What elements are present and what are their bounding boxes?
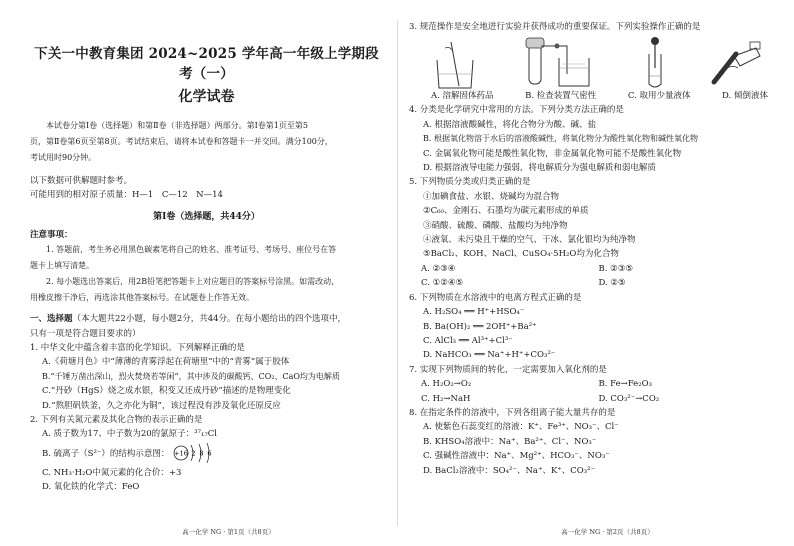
question-4: 4. 分类是化学研究中常用的方法。下列分类方法正确的是 (409, 105, 624, 116)
intro-block (30, 118, 383, 166)
note-line: 1. 答题前，考生务必用黑色碳素笔将自己的姓名、准考证号、考场号、座位号在答 (46, 245, 337, 255)
q5-option-d: D. ②⑤ (598, 278, 626, 289)
q7-options-row1 (409, 377, 776, 391)
intro-line: 页，第Ⅱ卷第6页至第8页。考试结束后，请将本试卷和答题卡一并交回。满分100分， (30, 137, 333, 146)
q5-options-row1 (409, 262, 776, 276)
q5-item-4: ④液氧、未污染且干燥的空气、干冰、氯化银均为纯净物 (423, 235, 636, 246)
sulfur-ion-structure-diagram (172, 442, 216, 464)
q4-option-a: A. 根据溶液酸碱性，将化合物分为酸、碱、盐 (423, 119, 597, 130)
nucleus-charge: +16 (174, 449, 188, 458)
q2-option-c: C. NH₃·H₂O中氮元素的化合价：+3 (42, 467, 182, 478)
question-7: 7. 实现下列物质间的转化，一定需要加入氧化剂的是 (409, 364, 607, 375)
q2-option-a: A. 质子数为17、中子数为20的氯原子：³⁷₁₇Cl (42, 429, 218, 440)
q4-option-c: C. 金属氧化物可能是酸性氧化物，非金属氧化物可能不是酸性氧化物 (423, 148, 682, 159)
part-heading-cont: 只有一项是符合题目要求的） (30, 328, 141, 339)
intro-line: 考试用时90分钟。 (30, 153, 97, 162)
q5-options-row2 (409, 276, 776, 290)
page-footer: 高一化学 NG · 第2页（共8页） (561, 528, 654, 536)
question-1: 1. 中华文化中蕴含着丰富的化学知识。下列解释正确的是 (30, 343, 245, 354)
q7-option-b: B. Fe→Fe₂O₃ (598, 379, 652, 390)
beaker-stirring-icon (431, 40, 479, 90)
exam-subtitle: 化学试卷 (178, 89, 235, 105)
q5-option-a: A. ②③④ (421, 263, 456, 274)
data-note: 以下数据可供解题时参考。 (30, 176, 133, 186)
question-5: 5. 下列物质分类或归类正确的是 (409, 177, 531, 188)
q8-option-d: D. BaCl₂溶液中：SO₄²⁻、Na⁺、K⁺、CO₃²⁻ (423, 465, 596, 476)
q6-option-c: C. AlCl₃ ══ Al³⁺+Cl³⁻ (423, 335, 513, 346)
q3-option-c: C. 取用少量液体 (627, 91, 691, 102)
notes-block (30, 242, 383, 306)
q1-option-b: B.“千锤万凿出深山，烈火焚烧若等闲”，其中涉及的碳酸钙、CO₂、CaO均为电解质 (42, 371, 340, 381)
q5-item-2: ②C₆₀、金刚石、石墨均为碳元素形成的单质 (423, 206, 589, 217)
q3-option-labels (409, 90, 776, 103)
airtightness-apparatus-icon (519, 36, 599, 90)
shell-1-electrons: 2 (191, 449, 196, 458)
question-8: 8. 在指定条件的溶液中，下列各组离子能大量共存的是 (409, 407, 616, 418)
dropper-testtube-icon (640, 36, 670, 90)
q5-option-c: C. ①②④⑤ (421, 278, 464, 289)
q2-option-b: B. 硫离子（S²⁻）的结构示意图： +16 2 8 6 (30, 442, 383, 466)
q5-item-5: ⑤BaCl₂、KOH、NaCl、CuSO₄·5H₂O均为化合物 (423, 249, 619, 260)
notes-title: 注意事项： (30, 229, 73, 240)
q1-option-c: C.“丹砂（HgS）烧之成水银，积变又还成丹砂”描述的是物理变化 (42, 386, 291, 397)
section-heading: 第Ⅰ卷（选择题，共44分） (153, 211, 260, 222)
q7-option-d: D. CO₃²⁻→CO₂ (598, 393, 660, 404)
question-2: 2. 下列有关氮元素及其化合物的表示正确的是 (30, 415, 203, 426)
q5-item-1: ①加碘食盐、水银、烧碱均为混合物 (423, 191, 560, 202)
page-footer: 高一化学 NG · 第1页（共8页） (182, 528, 275, 536)
q7-options-row2 (409, 392, 776, 406)
q8-option-c: C. 强碱性溶液中：Na⁺、Mg²⁺、HCO₃⁻、NO₃⁻ (423, 451, 610, 462)
q2-option-d: D. 氧化铁的化学式：FeO (42, 482, 140, 493)
q3-illustrations (409, 36, 776, 90)
part-heading: 一、选择题（本大题共22小题，每小题2分，共44分。在每小题给出的四个选项中， (30, 314, 347, 325)
q8-option-b: B. KHSO₄溶液中：Na⁺、Ba²⁺、Cl⁻、NO₃⁻ (423, 436, 597, 447)
q6-option-d: D. NaHCO₃ ══ Na⁺+H⁺+CO₃²⁻ (423, 350, 556, 361)
q6-option-a: A. H₂SO₄ ══ H⁺+HSO₄⁻ (423, 307, 525, 318)
note-line: 题卡上填写清楚。 (30, 261, 94, 271)
q8-option-a: A. 使紫色石蕊变红的溶液：K⁺、Fe³⁺、NO₃⁻、Cl⁻ (423, 422, 619, 433)
right-page (397, 0, 794, 546)
q3-option-a: A. 溶解固体药品 (431, 91, 494, 102)
q7-option-c: C. H₂→NaH (421, 393, 471, 404)
q4-option-b: B. 根据氧化物溶于水后的溶液酸碱性，将氧化物分为酸性氧化物和碱性氧化物 (423, 134, 698, 144)
q6-option-b: B. Ba(OH)₂ ══ 2OH⁺+Ba²⁺ (423, 321, 537, 332)
q4-option-d: D. 根据溶液导电能力强弱，将电解质分为强电解质和弱电解质 (423, 163, 656, 174)
exam-title: 下关一中教育集团 2024~2025 学年高一年级上学期段考（一） (34, 46, 379, 82)
pouring-liquid-icon (710, 40, 766, 90)
intro-line: 本试卷分第Ⅰ卷（选择题）和第Ⅱ卷（非选择题）两部分。第Ⅰ卷第1页至第5 (46, 121, 308, 130)
q7-option-a: A. H₂O₂→O₂ (421, 379, 472, 390)
note-line: 2. 每小题选出答案后，用2B铅笔把答题卡上对应题目的答案标号涂黑。如需改动， (46, 277, 340, 287)
q3-option-d: D. 倾倒液体 (722, 91, 768, 102)
q5-item-3: ③硝酸、硫酸、磷酸、盐酸均为纯净物 (423, 220, 568, 231)
q1-option-d: D.“熬胆矾铁釜，久之亦化为铜”，该过程没有涉及氧化还原反应 (42, 400, 281, 411)
q1-option-a: A.《荷塘月色》中“薄薄的青雾浮起在荷塘里”中的“青雾”属于胶体 (42, 357, 290, 368)
question-6: 6. 下列物质在水溶液中的电离方程式正确的是 (409, 292, 582, 303)
q3-option-b: B. 检查装置气密性 (525, 91, 597, 102)
note-line: 用橡皮擦干净后，再选涂其他答案标号。在试题卷上作答无效。 (30, 293, 254, 303)
question-3: 3. 规范操作是安全地进行实验并获得成功的重要保证。下列实验操作正确的是 (409, 22, 701, 32)
shell-3-electrons: 6 (207, 449, 212, 458)
q5-option-b: B. ②③⑤ (598, 263, 634, 274)
shell-2-electrons: 8 (199, 449, 204, 458)
atomic-mass-line: 可能用到的相对原子质量：H—1 C—12 N—14 (30, 190, 223, 201)
